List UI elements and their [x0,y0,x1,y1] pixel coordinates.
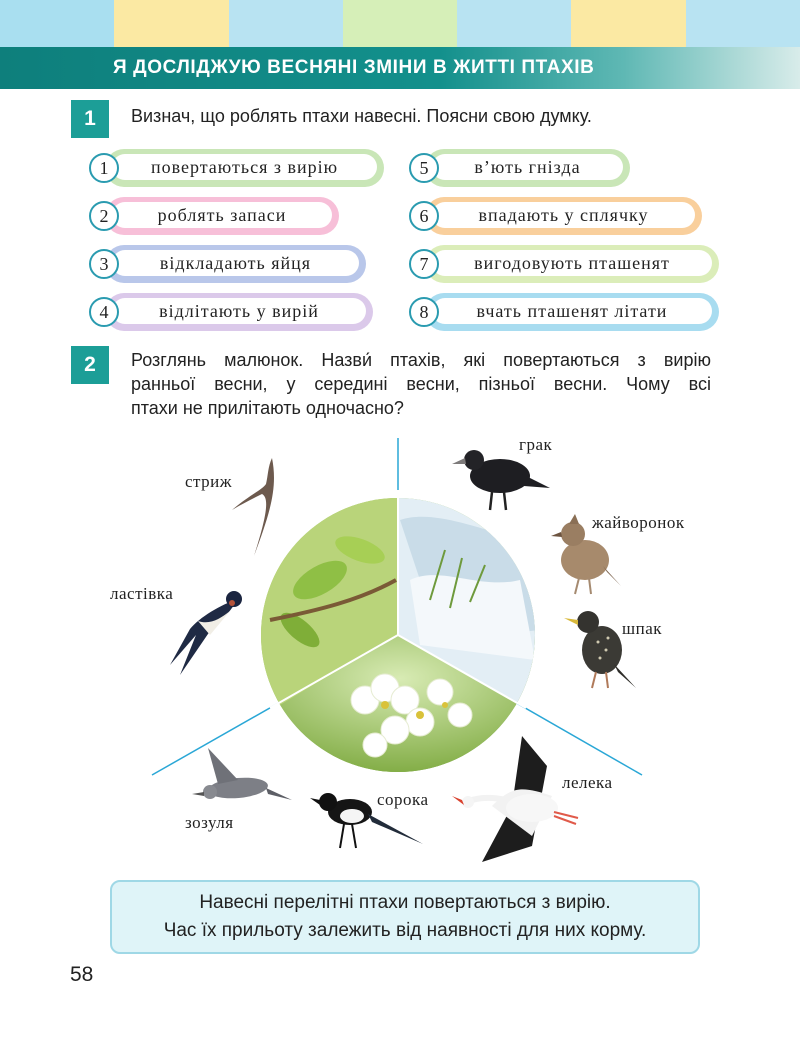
option-pill [425,197,702,235]
header-stripe [571,0,685,50]
header-stripe [686,0,800,50]
option-2[interactable] [89,197,349,235]
task-2-text [131,348,711,420]
option-pill [425,149,630,187]
task-number-2: 2 [71,346,109,384]
label-magpie: сорока [377,790,429,809]
option-pill [105,293,373,331]
option-number: 8 [409,297,439,327]
option-label: вигодовують пташенят [432,250,712,276]
birds-season-illustration [0,430,800,900]
summary-line-1: Навесні перелітні птахи повертаються з вирію. [199,892,611,913]
swift-illustration [232,458,274,556]
task-1-text: Визнач, що роблять птахи навесні. Поясни свою думку. [131,106,592,126]
option-7[interactable] [409,245,721,283]
season-photo-circle [255,490,560,780]
task-number-1: 1 [71,100,109,138]
option-pill [425,245,719,283]
task-2-line-3: птахи не прилітають одночасно? [131,398,404,418]
section-banner [0,47,800,89]
option-label: роблять запаси [112,202,332,228]
section-title: Я ДОСЛІДЖУЮ ВЕСНЯНІ ЗМІНИ В ЖИТТІ ПТАХІВ [113,57,595,78]
option-1[interactable] [89,149,389,187]
option-3[interactable] [89,245,379,283]
option-number: 5 [409,153,439,183]
label-cuckoo: зозуля [185,813,234,832]
summary-line-2: Час їх прильоту залежить від наявності для них корму. [163,920,647,941]
label-swallow: ластівка [110,584,174,603]
option-number: 1 [89,153,119,183]
option-label: повертаються з вирію [112,154,377,180]
label-rook: грак [519,435,553,454]
label-lark: жайворонок [592,513,685,532]
cuckoo-illustration [192,748,292,801]
option-8[interactable] [409,293,721,331]
option-pill [105,149,384,187]
task-2-line-1: Розглянь малюнок. Назви́ птахів, які повертаються з вирію [131,350,711,370]
option-6[interactable] [409,197,709,235]
label-stork: лелека [562,773,613,792]
header-stripe [0,0,114,50]
option-number: 3 [89,249,119,279]
header-stripe [343,0,457,50]
option-5[interactable] [409,149,639,187]
option-pill [105,245,366,283]
header-color-stripes [0,0,800,50]
stork-illustration [452,736,578,862]
option-label: відлітають у вирій [112,298,366,324]
page-number: 58 [70,963,94,986]
option-number: 2 [89,201,119,231]
summary-box [110,880,700,954]
option-number: 4 [89,297,119,327]
option-label: в’ють гнізда [432,154,623,180]
option-label: вчать пташенят літати [432,298,712,324]
task-2-line-2: ранньої весни, у середині весни, пізньої весни. Чому всі [131,374,711,394]
rook-illustration [452,450,550,510]
option-number: 6 [409,201,439,231]
option-label: впадають у сплячку [432,202,695,228]
label-swift: стриж [185,472,233,491]
label-starling: шпак [622,619,662,638]
option-label: відкладають яйця [112,250,359,276]
swallow-illustration [170,591,242,675]
header-stripe [114,0,228,50]
option-pill [425,293,719,331]
header-stripe [229,0,343,50]
header-stripe [457,0,571,50]
option-pill [105,197,339,235]
option-number: 7 [409,249,439,279]
option-4[interactable] [89,293,379,331]
